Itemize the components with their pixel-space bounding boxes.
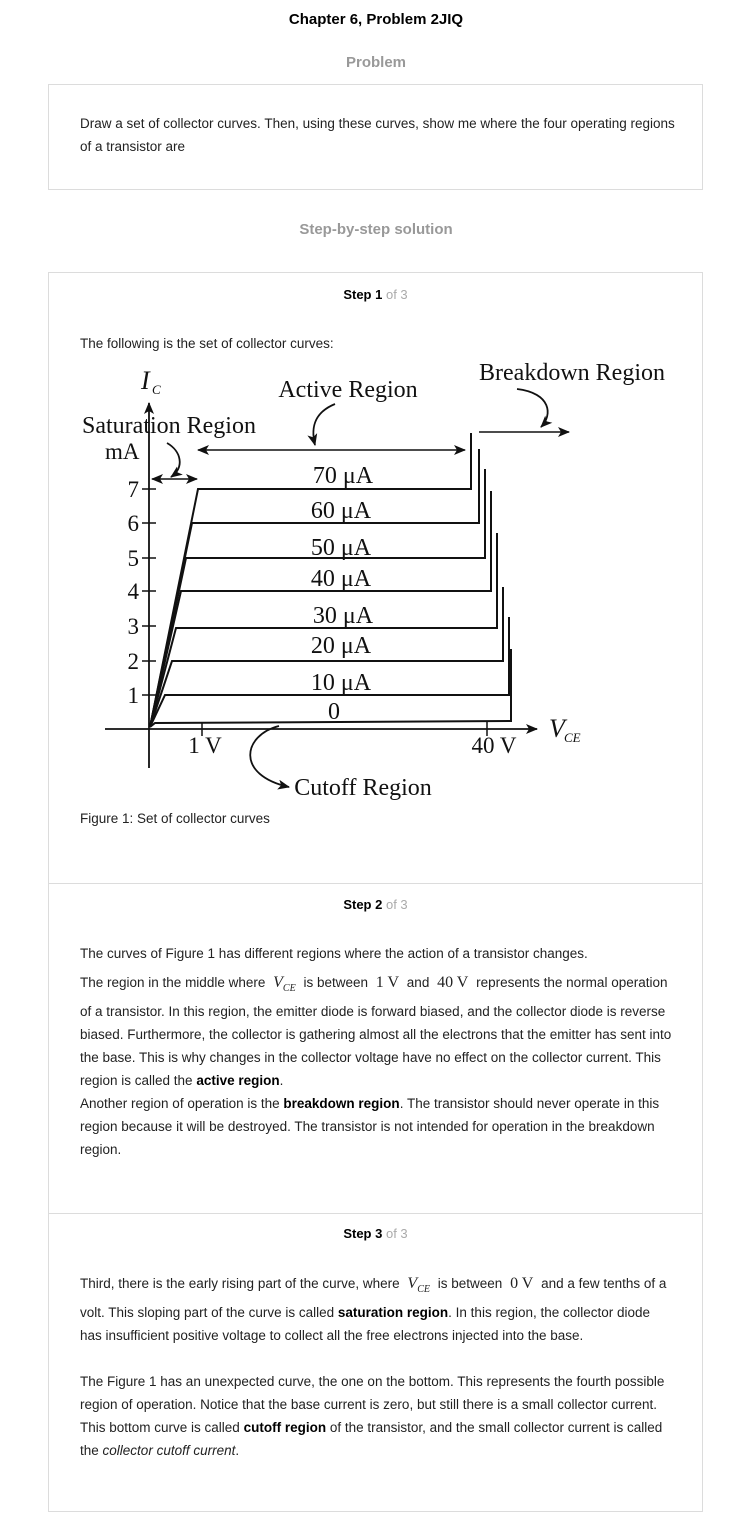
x-tick-label-1v: 1 V — [188, 733, 222, 758]
problem-box — [48, 84, 703, 190]
problem-label: Problem — [345, 54, 406, 71]
y-axis-label: I — [141, 366, 150, 395]
step-3-p2-end: . — [235, 1443, 240, 1458]
y-tick-label-7: 7 — [127, 477, 139, 502]
problem-text: Draw a set of collector curves. Then, using these curves, show me where the four operating regions of a transistor are — [80, 116, 675, 154]
cutoff-curved-arrow — [250, 726, 289, 787]
step-1-of: of 3 — [385, 287, 408, 302]
curve-label-50ua: 50 μA — [310, 535, 372, 561]
v1-math: 1 V — [375, 974, 400, 991]
curve-label-60ua: 60 μA — [310, 498, 372, 524]
saturation-region-term: saturation region — [337, 1305, 449, 1321]
step-3-p2-b: of the transistor, and the small collector current is called the — [80, 1420, 663, 1458]
step-3-p1-b: is between — [437, 1276, 503, 1291]
curve-label-70ua: 70 μA — [312, 463, 374, 489]
x-axis-sub: CE — [564, 730, 581, 745]
curve-label-30ua: 30 μA — [312, 603, 374, 629]
solution-label: Step-by-step solution — [299, 221, 453, 238]
step-3-p2-a: The Figure 1 has an unexpected curve, the one on the bottom. This represents the fourth possible region of operation. Notice that the base current is zero, but still there is a small collector current. This bottom curve is called — [80, 1374, 665, 1435]
active-region-term: active region — [196, 1073, 280, 1089]
vce-math-2 — [403, 1275, 434, 1296]
vce-sub-2: CE — [417, 1284, 430, 1296]
step-2-of: of 3 — [385, 897, 408, 912]
vce-sub: CE — [282, 983, 296, 995]
curve-label-40ua: 40 μA — [310, 566, 372, 592]
step-3-p1-a: Third, there is the early rising part of the curve, where — [80, 1276, 400, 1291]
step-1-header — [49, 287, 702, 302]
cutoff-region-term: cutoff region — [243, 1420, 327, 1435]
active-region-label: Active Region — [278, 377, 418, 403]
step-2-p2-a: The region in the middle where — [80, 975, 266, 990]
step-2-p3-b: . The transistor should never operate in this region because it will be destroyed. The transistor is not intended for operation in the breakdown region. — [80, 1096, 660, 1157]
y-tick-label-5: 5 — [127, 546, 139, 571]
breakdown-region-term: breakdown region — [283, 1096, 400, 1111]
y-tick-label-1: 1 — [127, 683, 139, 708]
y-tick-label-2: 2 — [127, 649, 139, 674]
vce-symbol-2: V — [407, 1275, 418, 1292]
step-2-paragraph-2 — [80, 971, 675, 1092]
step-2-p2-d: represents the normal operation of a transistor. In this region, the emitter diode is forward biased, and the collector diode is reverse biased. Furthermore, the collector is gathering almost all the electrons that the emitter has sent into the base. This is why changes in the collector voltage have no effect on the collector current. This region is called the — [80, 975, 672, 1089]
curve-label-10ua: 10 μA — [310, 670, 372, 696]
step-divider-2 — [49, 1213, 702, 1214]
y-ticks — [128, 477, 157, 708]
solution-box — [48, 272, 703, 1512]
step-2-paragraph-1: The curves of Figure 1 has different regions where the action of a transistor changes. — [80, 946, 588, 961]
step-3-p1-c: and a few tenths of a volt. This sloping part of the curve is called — [80, 1276, 667, 1321]
collector-curves-figure — [75, 361, 695, 806]
step-3-paragraph-1 — [80, 1272, 675, 1347]
step-2-paragraph-3 — [80, 1092, 675, 1161]
y-tick-label-3: 3 — [127, 614, 139, 639]
cutoff-region-label: Cutoff Region — [294, 775, 432, 801]
v40-math: 40 V — [437, 974, 469, 991]
step-1-intro: The following is the set of collector curves: — [80, 336, 334, 351]
curve-label-0: 0 — [328, 699, 340, 725]
v0-math: 0 V — [510, 1275, 534, 1292]
step-3-p1-d: . In this region, the collector diode has insufficient positive voltage to collect all the free electrons injected into the base. — [80, 1305, 651, 1344]
curve-30ua — [150, 533, 497, 727]
breakdown-curved-arrow — [517, 389, 548, 427]
saturation-curved-arrow — [167, 443, 180, 477]
y-unit: mA — [105, 439, 140, 464]
x-axis-label: V — [549, 714, 565, 743]
step-2-p2-b: is between — [303, 975, 368, 990]
breakdown-region-label: Breakdown Region — [479, 361, 665, 386]
step-2-number: Step 2 — [343, 897, 383, 912]
active-curved-arrow — [313, 404, 335, 445]
y-tick-label-4: 4 — [127, 579, 139, 604]
vce-math — [269, 974, 300, 995]
step-2-p3-a: Another region of operation is the — [80, 1096, 280, 1111]
step-divider-1 — [49, 883, 702, 884]
step-2-header — [49, 897, 702, 912]
step-3-number: Step 3 — [343, 1226, 383, 1241]
curve-label-20ua: 20 μA — [310, 633, 372, 659]
step-2-p2-end: . — [279, 1073, 284, 1089]
y-axis-sub: C — [152, 382, 161, 397]
figure-caption: Figure 1: Set of collector curves — [80, 811, 270, 826]
page-title: Chapter 6, Problem 2JIQ — [288, 11, 464, 28]
cutoff-current-term: collector cutoff current — [102, 1443, 236, 1458]
step-1-number: Step 1 — [343, 287, 383, 302]
step-3-header — [49, 1226, 702, 1241]
saturation-region-label: Saturation Region — [82, 413, 256, 439]
x-tick-label-40v: 40 V — [471, 733, 517, 758]
vce-symbol: V — [273, 974, 283, 991]
step-2-p2-c: and — [406, 975, 430, 990]
y-tick-label-6: 6 — [127, 511, 139, 536]
step-3-of: of 3 — [385, 1226, 408, 1241]
step-3-paragraph-2 — [80, 1370, 675, 1462]
